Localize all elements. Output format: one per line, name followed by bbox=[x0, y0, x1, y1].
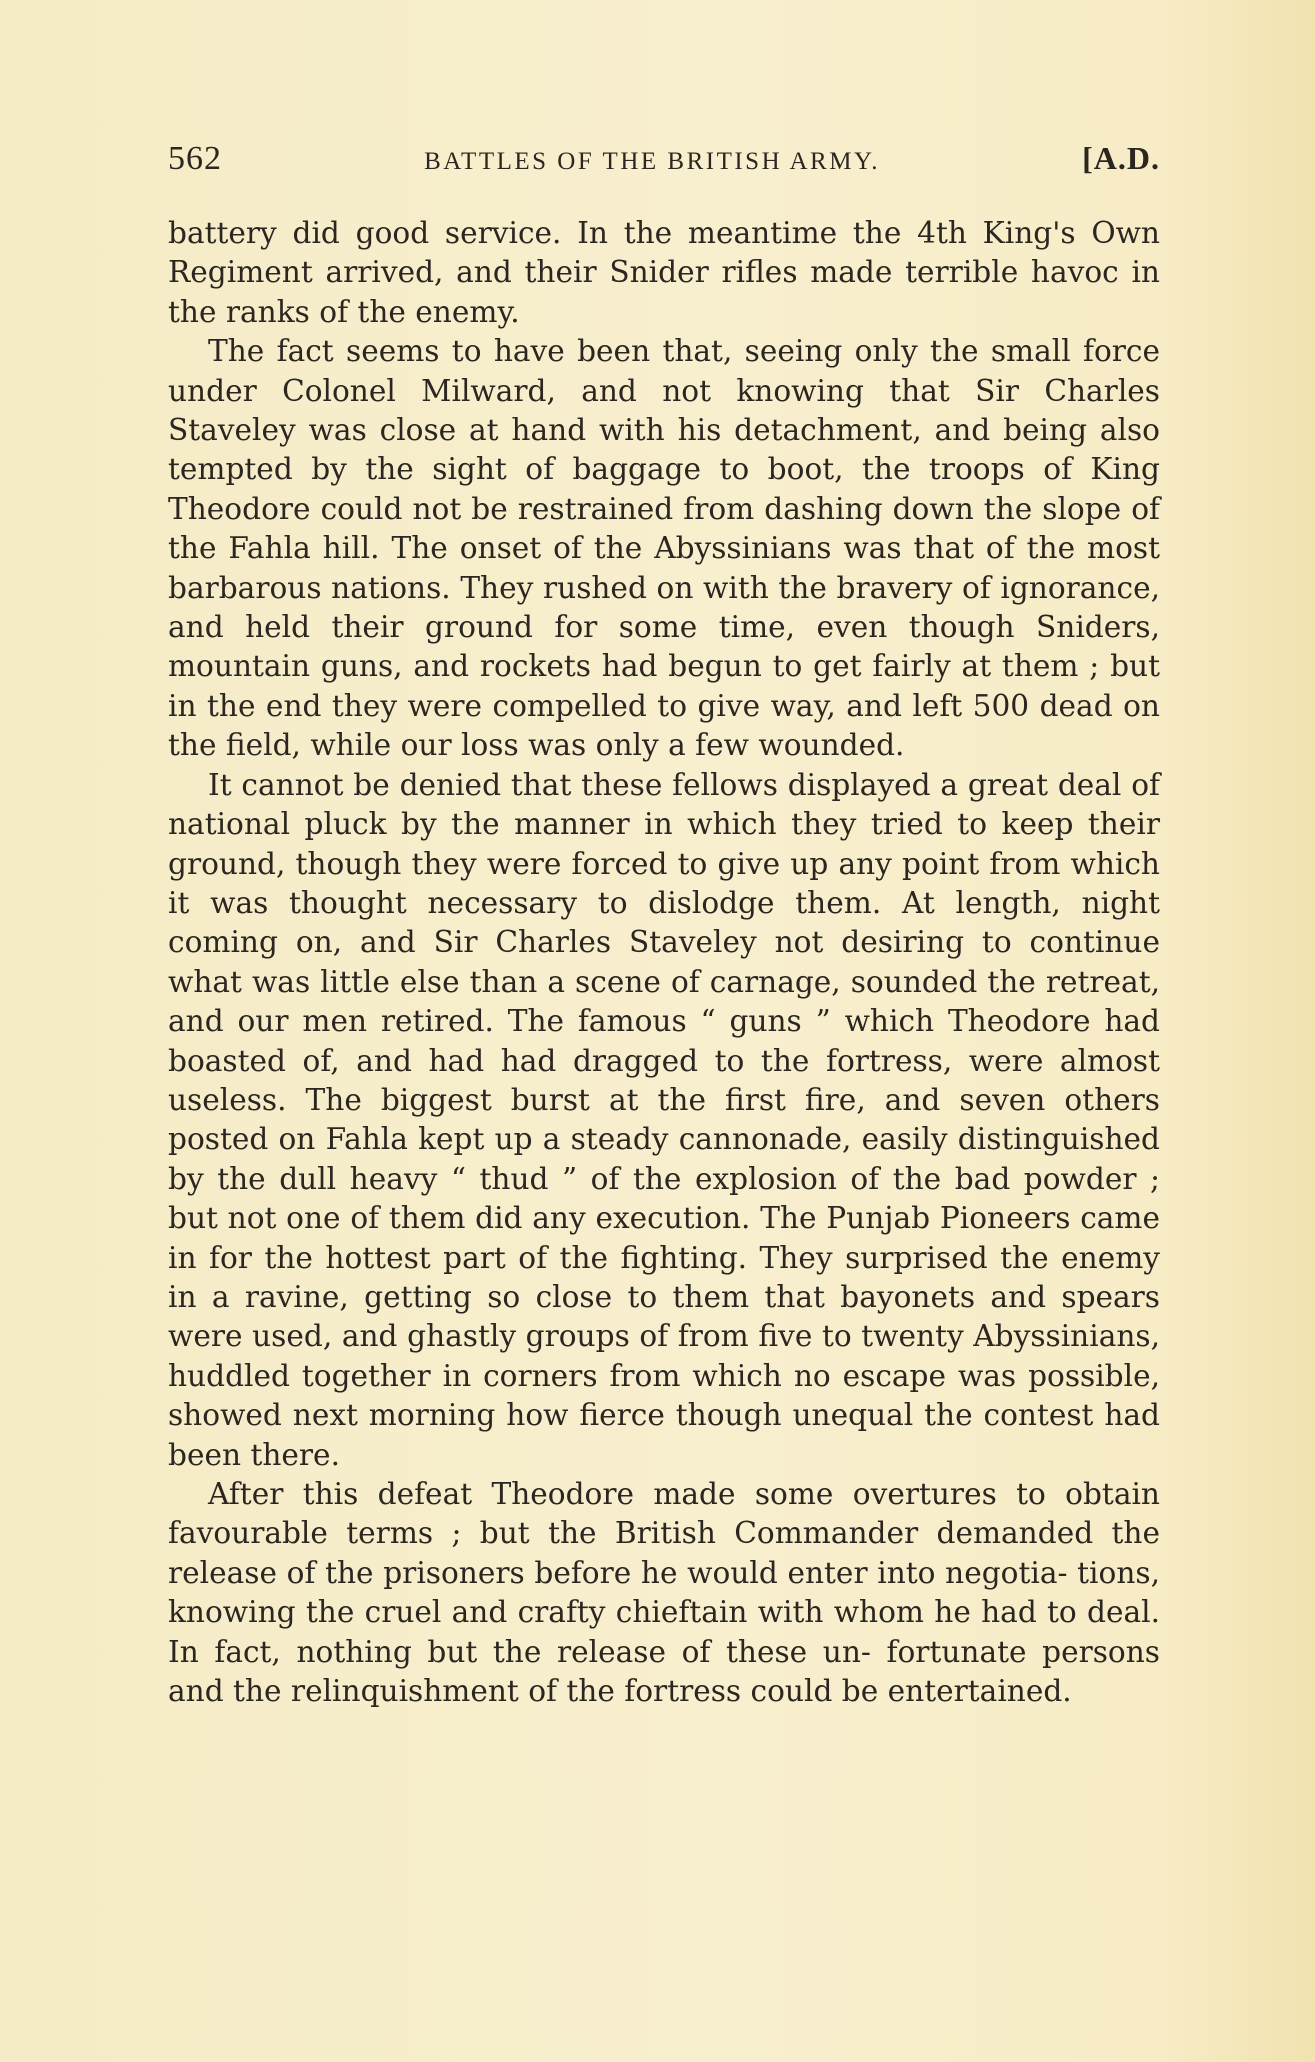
body-text bbox=[168, 214, 1160, 1711]
paragraph-3: It cannot be denied that these fellows displayed a great deal of national pluck by the manner in which they tried to keep their ground, though they were forced to give up any point from which it was thought necessary to dislodge them. At length, night coming on, and Sir Charles Staveley not desiring to continue what was little else than a scene of carnage, sounded the retreat, and our men retired. The famous “ guns ” which Theodore had boasted of, and had had dragged to the fortress, were almost useless. The biggest burst at the first fire, and seven others posted on Fahla kept up a steady cannonade, easily distinguished by the dull heavy “ thud ” of the explosion of the bad powder ; but not one of them did any execution. The Punjab Pioneers came in for the hottest part of the fighting. They surprised the enemy in a ravine, getting so close to them that bayonets and spears were used, and ghastly groups of from five to twenty Abyssinians, huddled together in corners from which no escape was possible, showed next morning how fierce though unequal the contest had been there. bbox=[168, 767, 1160, 1472]
running-title: BATTLES OF THE BRITISH ARMY. bbox=[424, 148, 881, 175]
text-block bbox=[168, 140, 1160, 1711]
date-marker: [A.D. bbox=[1082, 140, 1160, 176]
paragraph-2: The fact seems to have been that, seeing only the small force under Colonel Milward, and not knowing that Sir Charles Staveley was close at hand with his detachment, and being also tempted by the sight of baggage to boot, the troops of King Theodore could not be restrained from dashing down the slope of the Fahla hill. The onset of the Abyssinians was that of the most barbarous nations. They rushed on with the bravery of ignorance, and held their ground for some time, even though Sniders, mountain guns, and rockets had begun to get fairly at them ; but in the end they were compelled to give way, and left 500 dead on the field, while our loss was only a few wounded. bbox=[168, 334, 1160, 763]
page-number: 562 bbox=[168, 140, 222, 177]
paragraph-4: After this defeat Theodore made some overtures to obtain favourable terms ; but the British Commander demanded the release of the prisoners before he would enter into negotia- tions, knowing the cruel and crafty chieftain with whom he had to deal. In fact, nothing but the release of these un- fortunate persons and the relinquishment of the fortress could be entertained. bbox=[168, 1477, 1160, 1709]
running-header bbox=[168, 140, 1160, 200]
paragraph-1: battery did good service. In the meantime the 4th King's Own Regiment arrived, and their Snider rifles made terrible havoc in the ranks of the enemy. bbox=[168, 216, 1160, 329]
